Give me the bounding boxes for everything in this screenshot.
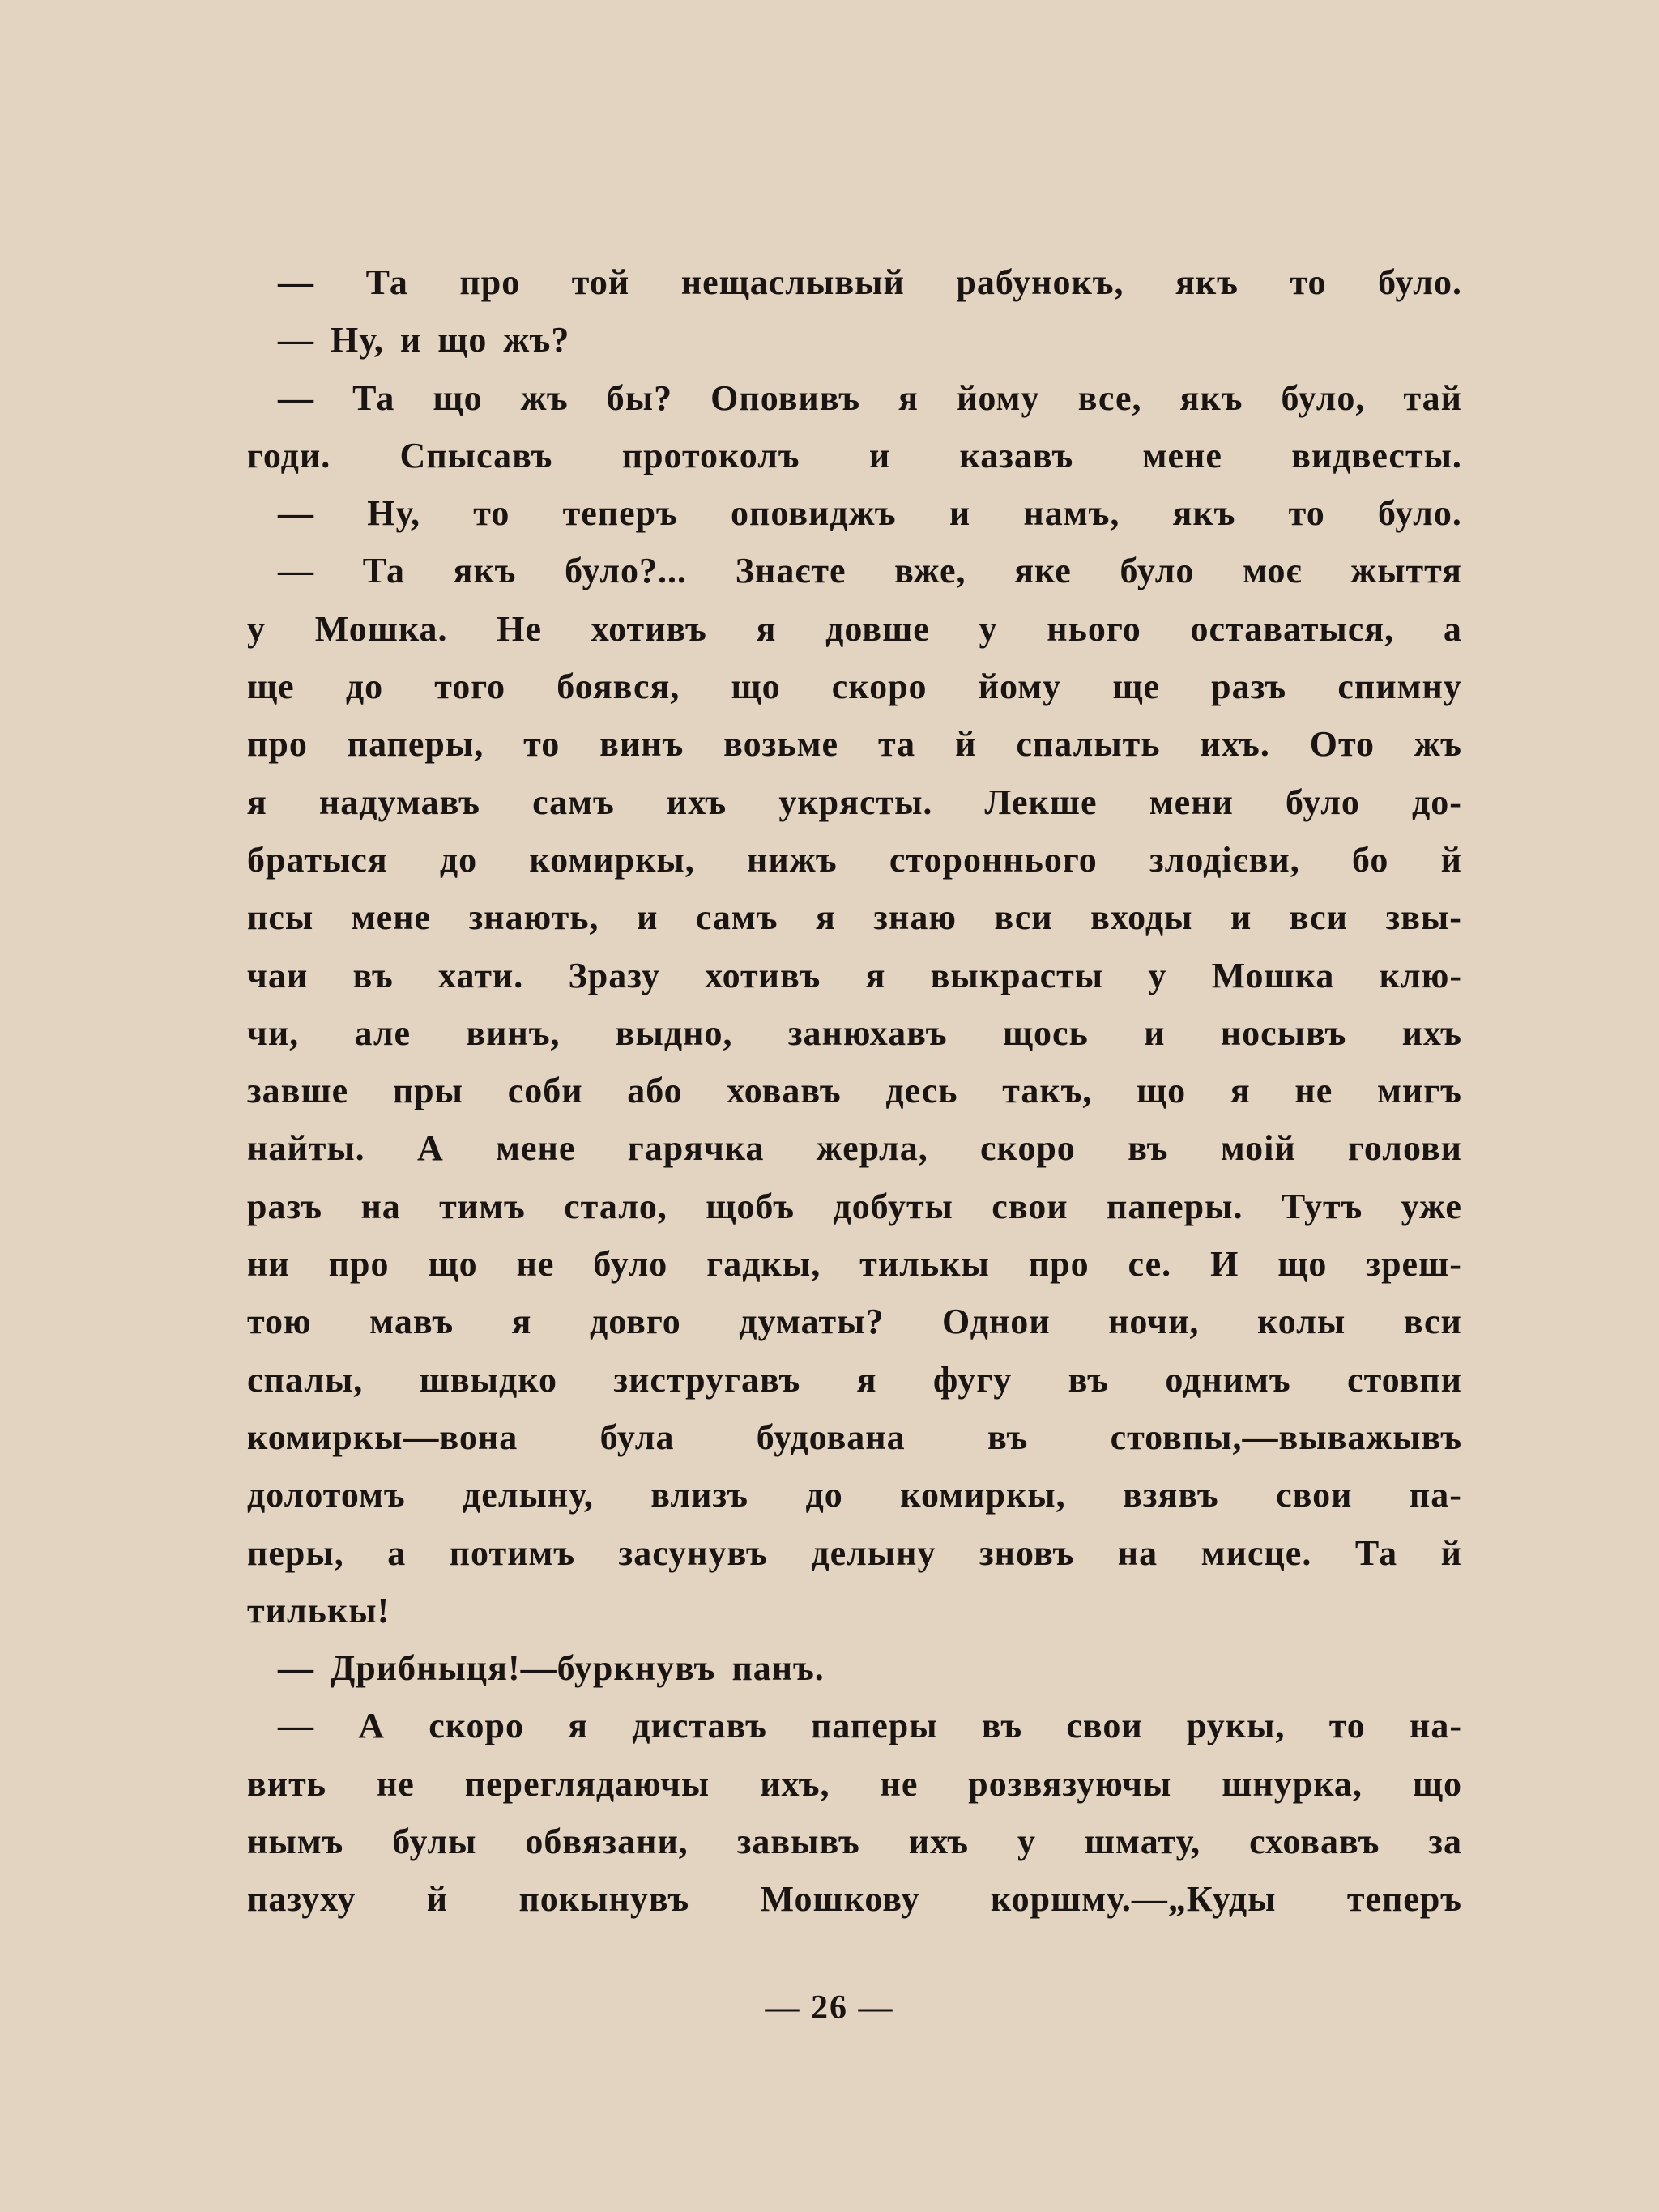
word: зреш- (1366, 1244, 1462, 1285)
word: гадкы, (706, 1244, 821, 1285)
word: Та (362, 551, 405, 591)
word: однимъ (1165, 1359, 1291, 1400)
word: ще (1112, 667, 1160, 707)
word: тилькы (859, 1244, 990, 1285)
word: було, (1281, 377, 1366, 418)
word: — (278, 493, 314, 534)
word: вси (1289, 897, 1348, 938)
word: на (360, 1186, 401, 1226)
word: й (426, 1879, 449, 1920)
word: й (1440, 839, 1462, 880)
word: спимну (1337, 667, 1462, 707)
word: засунувъ (618, 1532, 768, 1573)
word: що (1277, 1244, 1328, 1285)
text-line (247, 1186, 1462, 1243)
word: ихъ (1401, 1012, 1462, 1053)
word: и (1144, 1012, 1166, 1053)
word: скоро (831, 667, 928, 707)
word: й (955, 724, 977, 765)
word: щобъ (706, 1186, 795, 1226)
word: мени (1149, 782, 1234, 822)
word: въ (987, 1417, 1029, 1457)
text-line (247, 1301, 1462, 1358)
word: жъ (520, 377, 569, 418)
word: Тутъ (1281, 1186, 1363, 1226)
word: и (868, 435, 891, 475)
word: — (278, 320, 314, 360)
word: входы (1090, 897, 1193, 938)
word: разъ (247, 1186, 323, 1226)
word: клю- (1379, 955, 1462, 995)
word: а (1443, 608, 1462, 649)
word: Ото (1309, 724, 1375, 765)
word: въ (981, 1706, 1023, 1746)
word: ихъ (908, 1822, 970, 1862)
text-line (247, 1243, 1462, 1301)
text-line (247, 1127, 1462, 1185)
word: занюхавъ (787, 1012, 948, 1053)
word: скоро (429, 1706, 524, 1746)
word: у (1148, 955, 1167, 995)
word: самъ (695, 897, 778, 938)
word: вси (1403, 1302, 1462, 1342)
text-line (247, 1878, 1462, 1936)
word: було (593, 1244, 668, 1285)
word: або (627, 1071, 683, 1111)
word: вси (994, 897, 1053, 938)
word: я (865, 955, 886, 995)
word: Ну, (331, 320, 384, 360)
word: нещаслывый (680, 262, 905, 302)
word: думаты? (739, 1302, 885, 1342)
word: булы (392, 1822, 477, 1862)
word: свои (1066, 1706, 1143, 1746)
word: выдно, (615, 1012, 733, 1053)
page-number: — 26 — (765, 1989, 894, 2027)
word: бы? (606, 377, 673, 418)
word: надумавъ (318, 782, 480, 822)
word: не (376, 1763, 415, 1804)
word: взявъ (1123, 1475, 1219, 1515)
text-line (247, 782, 1462, 839)
word: я (898, 377, 919, 418)
word: А (416, 1128, 444, 1169)
text-line (247, 723, 1462, 781)
word: стороннього (889, 839, 1098, 880)
word: скоро (980, 1128, 1076, 1169)
word: я (816, 897, 836, 938)
text-line (247, 1359, 1462, 1417)
word: Та (365, 262, 408, 302)
word: Мошкову (760, 1879, 920, 1920)
word: десь (885, 1071, 958, 1111)
word: ховавъ (727, 1071, 842, 1111)
word: на- (1409, 1706, 1462, 1746)
word: рукы, (1186, 1706, 1286, 1746)
word: соби (507, 1071, 583, 1111)
word: паперы (811, 1706, 938, 1746)
word: зистругавъ (613, 1359, 801, 1400)
word: коршму.—„Куды (990, 1879, 1277, 1920)
word: що (731, 667, 781, 707)
word: Та (1354, 1532, 1398, 1573)
word: про (459, 262, 521, 302)
word: про (247, 724, 308, 765)
word: стовпи (1347, 1359, 1462, 1400)
word: въ (1068, 1359, 1109, 1400)
word: було. (1378, 262, 1462, 302)
word: хотивъ (705, 955, 821, 995)
word: Дрибныця!—буркнувъ (331, 1648, 716, 1689)
text-line (247, 377, 1462, 435)
word: я (1230, 1071, 1251, 1111)
word: моій (1220, 1128, 1296, 1169)
text-line (247, 1532, 1462, 1590)
word: а (387, 1532, 407, 1573)
word: Не (497, 608, 543, 649)
word: на (1117, 1532, 1158, 1573)
word: и (1230, 897, 1252, 938)
word: нижъ (747, 839, 838, 880)
word: що (437, 320, 488, 360)
word: то (523, 724, 561, 765)
word: гарячка (627, 1128, 765, 1169)
word: боявся, (557, 667, 680, 707)
word: рабунокъ, (956, 262, 1124, 302)
word: у (247, 608, 266, 649)
word: — (278, 262, 314, 302)
word: якъ (1179, 377, 1243, 418)
word: возьме (723, 724, 839, 765)
word: въ (352, 955, 394, 995)
text-line (247, 492, 1462, 550)
word: въ (1128, 1128, 1169, 1169)
word: звы- (1385, 897, 1462, 938)
word: стало, (564, 1186, 667, 1226)
word: И (1210, 1244, 1239, 1285)
word: йому (978, 667, 1062, 707)
word: перы, (247, 1532, 344, 1573)
word: все, (1077, 377, 1142, 418)
word: диставъ (632, 1706, 767, 1746)
word: пазуху (247, 1879, 356, 1920)
word: казавъ (959, 435, 1074, 475)
word: щось (1002, 1012, 1089, 1053)
word: до (439, 839, 478, 880)
word: выкрасты (930, 955, 1104, 995)
word: голови (1347, 1128, 1462, 1169)
word: завывъ (736, 1822, 860, 1862)
word: фугу (932, 1359, 1013, 1400)
word: покынувъ (518, 1879, 690, 1920)
word: я (856, 1359, 877, 1400)
word: було (1286, 782, 1360, 822)
word: за (1428, 1822, 1462, 1862)
word: знаю (873, 897, 957, 938)
word: жъ (1414, 724, 1462, 765)
word: швыдко (419, 1359, 557, 1400)
text-line (247, 319, 1462, 377)
word: свои (992, 1186, 1068, 1226)
word: нымъ (247, 1822, 344, 1862)
word: псы (247, 897, 314, 938)
word: намъ, (1023, 493, 1120, 534)
word: було. (1377, 493, 1462, 534)
word: про (1028, 1244, 1090, 1285)
word: оповиджъ (730, 493, 897, 534)
word: що (1137, 1071, 1187, 1111)
word: делыну, (463, 1475, 594, 1515)
word: жерла, (816, 1128, 928, 1169)
word: делыну (811, 1532, 936, 1573)
word: Мошка (1211, 955, 1335, 995)
word: колы (1256, 1302, 1346, 1342)
word: у (1017, 1822, 1036, 1862)
word: яке (1014, 551, 1072, 591)
word: долотомъ (247, 1475, 406, 1515)
word: добуты (833, 1186, 953, 1226)
word: та (878, 724, 916, 765)
word: Мошка. (314, 608, 448, 649)
text-line (247, 1647, 1462, 1705)
word: теперъ (1346, 1879, 1462, 1920)
text-line (247, 1763, 1462, 1821)
word: до (805, 1475, 843, 1515)
word: Та (352, 377, 395, 418)
word: сховавъ (1249, 1822, 1380, 1862)
word: — (278, 1706, 314, 1746)
word: паперы, (347, 724, 484, 765)
word: будована (756, 1417, 906, 1457)
word: не (880, 1763, 919, 1804)
word: комиркы—вона (247, 1417, 518, 1457)
word: чи, (247, 1012, 300, 1053)
word: чаи (247, 955, 309, 995)
word: жыття (1350, 551, 1462, 591)
word: видвесты. (1291, 435, 1462, 475)
word: самъ (532, 782, 615, 822)
word: ни (247, 1244, 290, 1285)
text-line (247, 1821, 1462, 1878)
word: завше (247, 1071, 349, 1111)
word: ихъ (666, 782, 727, 822)
word: вже, (894, 551, 966, 591)
word: Знаєте (735, 551, 847, 591)
word: и (949, 493, 971, 534)
word: укрясты. (778, 782, 933, 822)
word: той (571, 262, 630, 302)
word: хотивъ (591, 608, 707, 649)
word: се. (1128, 1244, 1172, 1285)
word: ихъ, (760, 1763, 830, 1804)
text-line (247, 666, 1462, 723)
word: вить (247, 1763, 326, 1804)
word: Зразу (568, 955, 660, 995)
word: нього (1047, 608, 1141, 649)
word: пры (392, 1071, 463, 1111)
word: мене (351, 897, 432, 938)
text-line (247, 1070, 1462, 1127)
text-line (247, 1474, 1462, 1532)
word: й (1440, 1532, 1462, 1573)
word: мигъ (1376, 1071, 1462, 1111)
word: довше (825, 608, 930, 649)
word: хати. (438, 955, 524, 995)
word: я (756, 608, 777, 649)
word: панъ. (731, 1648, 825, 1689)
word: Ну, (367, 493, 421, 534)
word: Спысавъ (399, 435, 553, 475)
word: я (568, 1706, 589, 1746)
word: стовпы,—выважывъ (1110, 1417, 1462, 1457)
word: мавъ (369, 1302, 454, 1342)
word: разъ (1211, 667, 1287, 707)
text-line (247, 608, 1462, 666)
word: то (1290, 262, 1327, 302)
text-line (247, 435, 1462, 492)
text-line (247, 897, 1462, 954)
word: то (1288, 493, 1325, 534)
text-line (247, 262, 1462, 319)
text-line (247, 839, 1462, 897)
word: комиркы, (900, 1475, 1066, 1515)
word: оставатыся, (1190, 608, 1395, 649)
word: винъ, (466, 1012, 561, 1053)
word: мене (1142, 435, 1222, 475)
word: ночи, (1108, 1302, 1200, 1342)
word: зновъ (979, 1532, 1075, 1573)
word: я (247, 782, 267, 822)
word: того (434, 667, 506, 707)
text-line (247, 1705, 1462, 1762)
word: що (428, 1244, 478, 1285)
word: Оповивъ (710, 377, 861, 418)
word: шмату, (1084, 1822, 1201, 1862)
word: то (473, 493, 510, 534)
word: була (599, 1417, 675, 1457)
word: тилькы! (247, 1590, 390, 1630)
word: мене (496, 1128, 576, 1169)
word: ихъ. (1200, 724, 1270, 765)
word: було?... (565, 551, 688, 591)
word: — (278, 1648, 314, 1689)
word: тою (247, 1302, 312, 1342)
word: моє (1243, 551, 1303, 591)
word: потимъ (449, 1532, 576, 1573)
word: переглядаючы (464, 1763, 710, 1804)
word: Однои (941, 1302, 1051, 1342)
word: обвязани, (525, 1822, 689, 1862)
word: и (399, 320, 422, 360)
word: тай (1403, 377, 1462, 418)
word: до- (1412, 782, 1462, 822)
word: що (433, 377, 483, 418)
word: але (354, 1012, 412, 1053)
word: Лекше (984, 782, 1098, 822)
word: — (278, 551, 314, 591)
word: паперы. (1107, 1186, 1243, 1226)
word: якъ (453, 551, 517, 591)
word: шнурка, (1222, 1763, 1363, 1804)
word: не (516, 1244, 555, 1285)
word: тимъ (439, 1186, 526, 1226)
word: уже (1401, 1186, 1462, 1226)
word: — (278, 377, 314, 418)
word: винъ (599, 724, 684, 765)
word: бо (1351, 839, 1389, 880)
word: А (358, 1706, 385, 1746)
word: комиркы, (529, 839, 695, 880)
word: що (1412, 1763, 1462, 1804)
word: у (979, 608, 998, 649)
word: довго (589, 1302, 681, 1342)
word: мисце. (1201, 1532, 1312, 1573)
word: протоколъ (621, 435, 800, 475)
word: було (1120, 551, 1195, 591)
word: то (1328, 1706, 1366, 1746)
word: знають, (468, 897, 599, 938)
text-line (247, 1012, 1462, 1070)
word: спалы, (247, 1359, 364, 1400)
word: про (328, 1244, 390, 1285)
word: якъ (1172, 493, 1236, 534)
word: па- (1409, 1475, 1462, 1515)
word: йому (957, 377, 1040, 418)
word: найты. (247, 1128, 365, 1169)
word: до (345, 667, 384, 707)
word: ще (247, 667, 295, 707)
word: якъ (1175, 262, 1239, 302)
word: такъ, (1002, 1071, 1093, 1111)
text-line (247, 1417, 1462, 1474)
word: братыся (247, 839, 388, 880)
word: и (637, 897, 659, 938)
word: не (1294, 1071, 1333, 1111)
page-text (247, 262, 1462, 1937)
word: влизъ (650, 1475, 749, 1515)
word: годи. (247, 435, 331, 475)
word: жъ? (503, 320, 570, 360)
word: злодієви, (1149, 839, 1300, 880)
word: спалыть (1016, 724, 1161, 765)
text-line (247, 955, 1462, 1012)
word: теперъ (562, 493, 678, 534)
word: я (511, 1302, 532, 1342)
word: розвязуючы (968, 1763, 1172, 1804)
word: свои (1276, 1475, 1353, 1515)
text-line (247, 1590, 1462, 1647)
text-line (247, 550, 1462, 607)
word: носывъ (1220, 1012, 1347, 1053)
